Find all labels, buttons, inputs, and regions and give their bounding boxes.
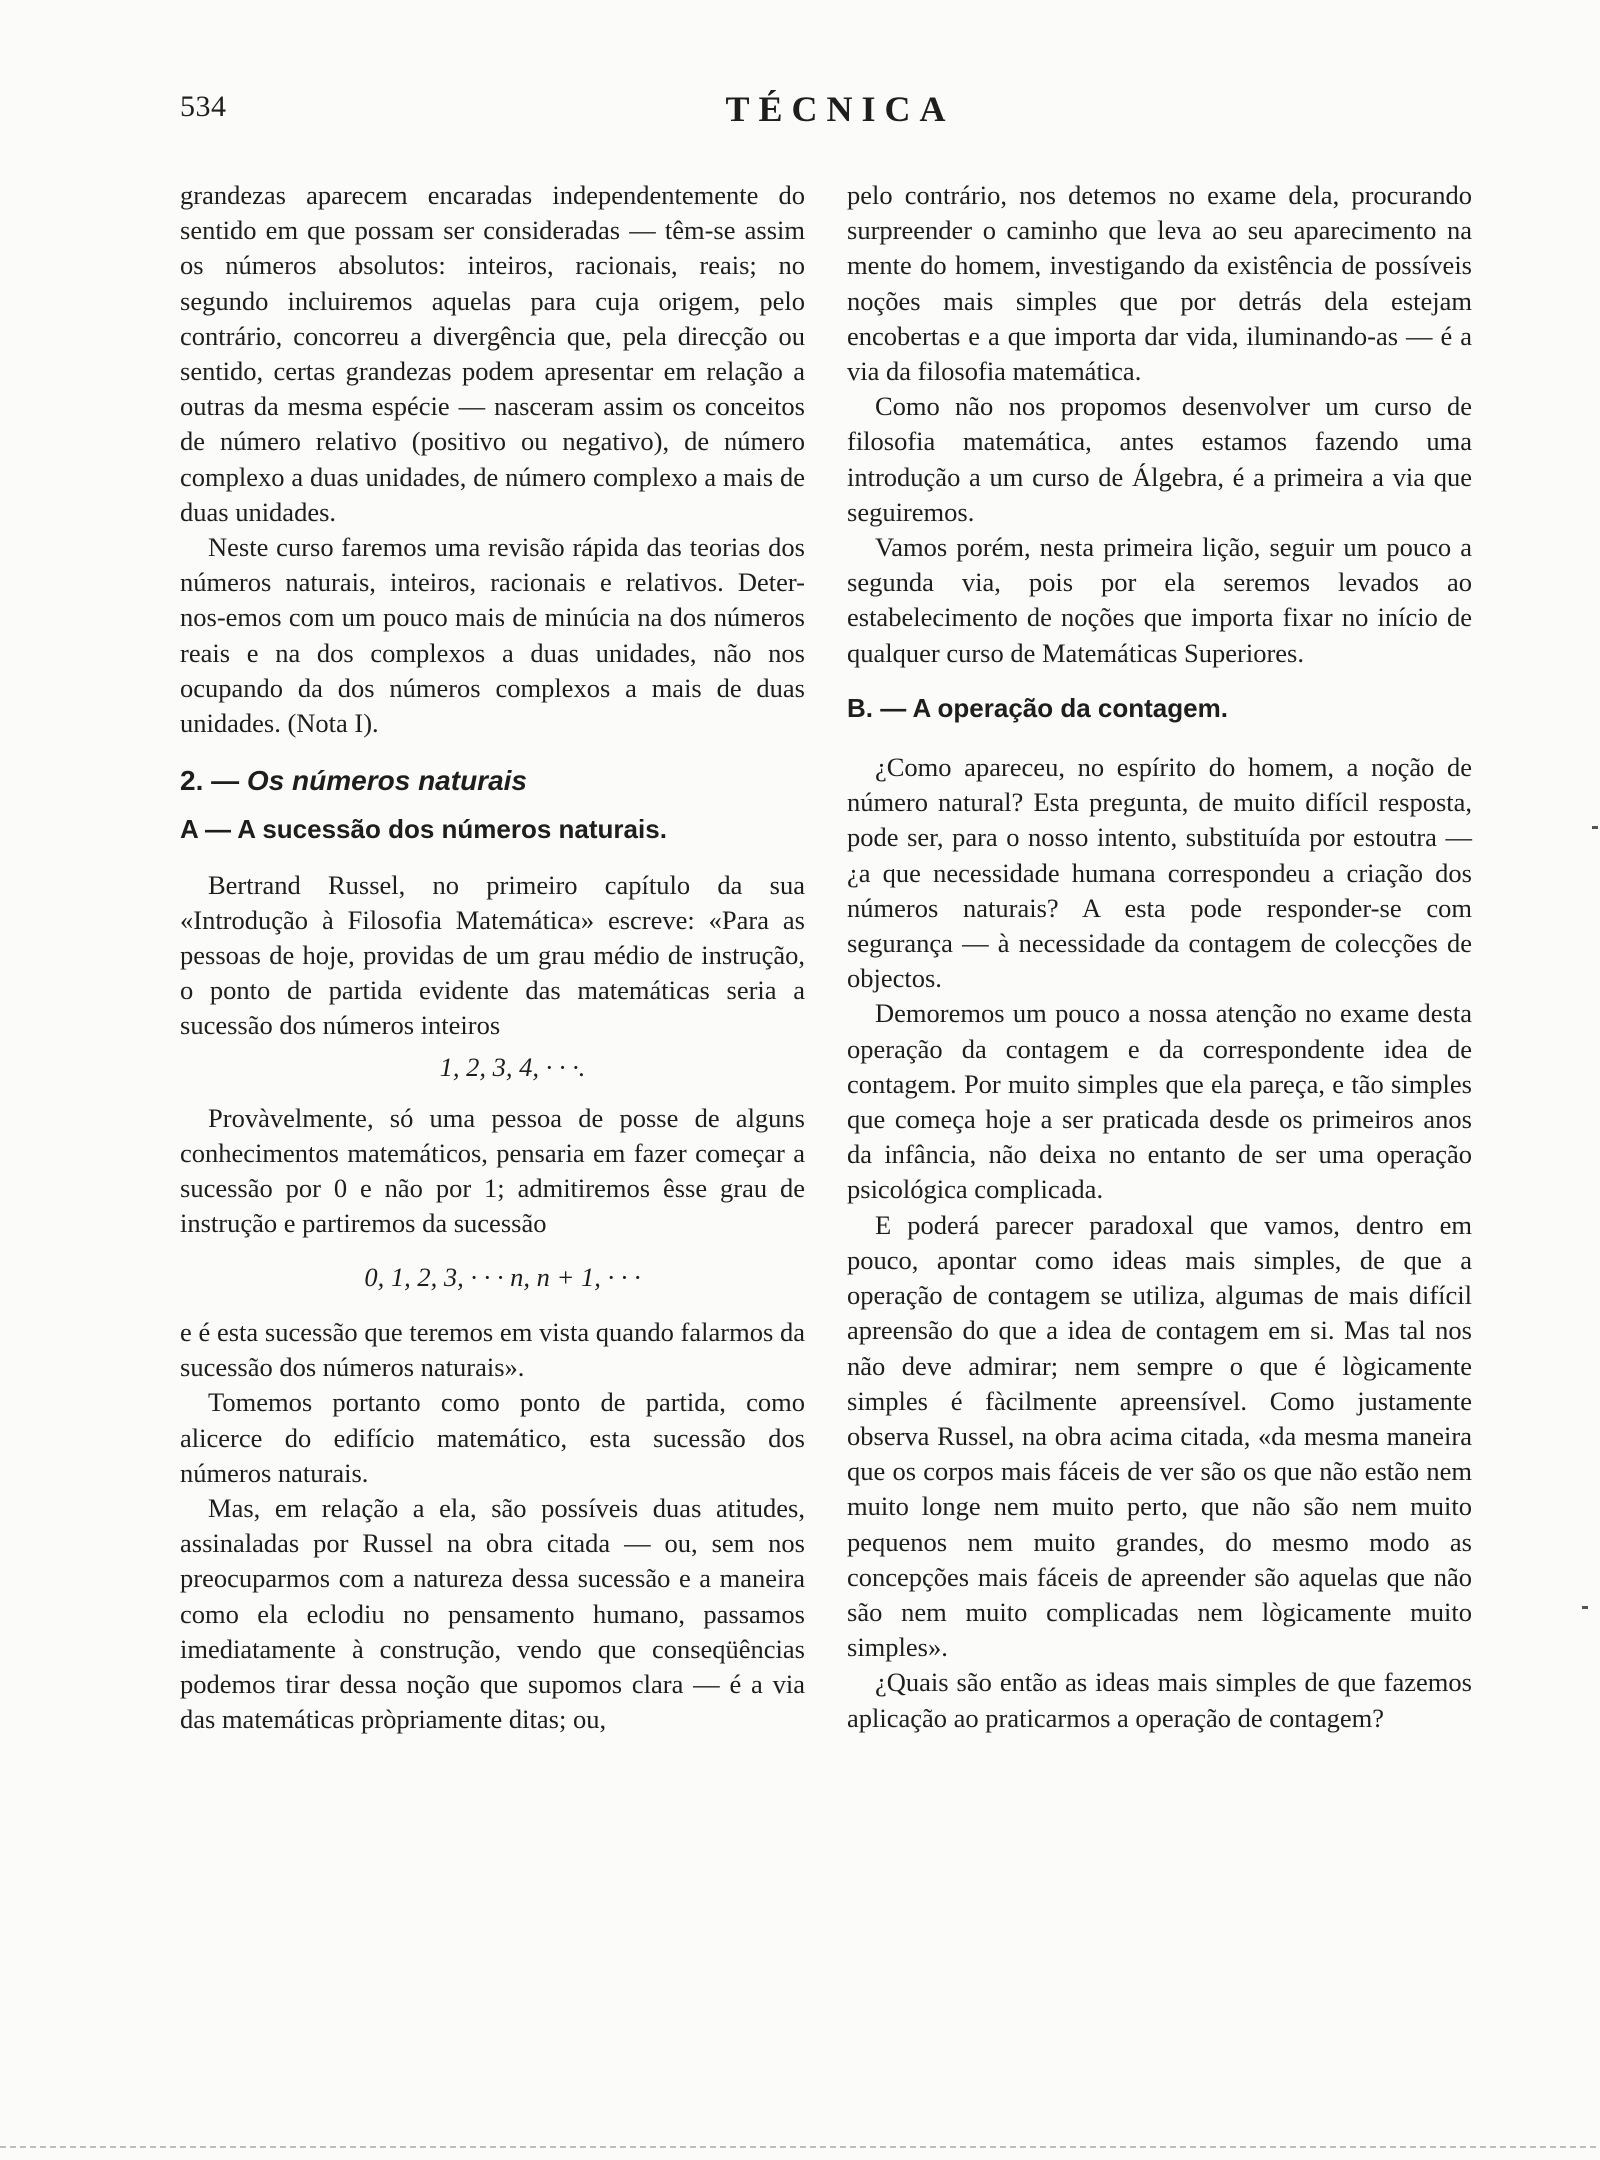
paragraph: Bertrand Russel, no primeiro capítulo da sua «Introdução à Filosofia Matemática» escreve: «Para as pessoas de hoje, providas de um grau médio de instrução, o ponto de partida evidente das matemáticas seria a sucessão dos números inteiros [180, 869, 805, 1041]
paragraph: Como não nos propomos desenvolver um curso de filosofia matemática, antes estamos fazendo uma introdução a um curso de Álgebra, é a primeira a via que seguiremos. [847, 391, 1472, 527]
paragraph: Provàvelmente, só uma pessoa de posse de alguns conhecimentos matemáticos, pensaria em fazer começar a sucessão por 0 e não por 1; admitiremos êsse grau de instrução e partiremos da sucessão [180, 1102, 805, 1239]
paragraph: e é esta sucessão que teremos em vista quando falarmos da sucessão dos números naturais». [180, 1316, 805, 1383]
formula: 0, 1, 2, 3, · · · n, n + 1, · · · [364, 1261, 641, 1292]
running-head: TÉCNICA [725, 89, 955, 129]
subsection-heading: B. — A operação da contagem. [847, 692, 1228, 723]
scan-mark [1582, 1606, 1588, 1609]
paragraph: grandezas aparecem encaradas independentemente do sentido em que possam ser consideradas — têm-se assim os números absolutos: inteiros, racionais, reais; no segundo incluiremos aquelas para cuja origem, pelo contrário, concorreu a divergência que, pela direcção ou sentido, certas grandezas podem apresentar em relação a outras da mesma espécie — nasceram assim os conceitos de número relativo (positivo ou negativo), de número complexo a duas unidades, de número complexo a mais de duas unidades. [180, 180, 805, 527]
paragraph: Demoremos um pouco a nossa atenção no exame desta operação da contagem e da correspondente idea de contagem. Por muito simples que ela pareça, e tão simples que começa hoje a ser praticada desde os primeiros anos da infância, não deixa no entanto de ser uma operação psicológica complicada. [847, 998, 1472, 1205]
paragraph: Mas, em relação a ela, são possíveis duas atitudes, assinaladas por Russel na obra citada — ou, sem nos preocuparmos com a natureza dessa sucessão e a maneira como ela eclodiu no pensamento humano, passamos imediatamente à construção, vendo que conseqüências podemos tirar dessa noção que supomos clara — é a via das matemáticas pròpriamente ditas; ou, [180, 1492, 805, 1735]
left-column [180, 178, 805, 1737]
right-column [847, 178, 1472, 1736]
section-number: 2. — [180, 765, 240, 797]
paragraph: Tomemos portanto como ponto de partida, como alicerce do edifício matemático, esta sucessão dos números naturais. [180, 1387, 805, 1488]
paragraph: pelo contrário, nos detemos no exame dela, procurando surpreender o caminho que leva ao seu aparecimento na mente do homem, investigando da existência de possíveis noções mais simples que por detrás dela estejam encobertas e a que importa dar vida, iluminando-as — é a via da filosofia matemática. [847, 180, 1472, 387]
scan-edge-line [0, 2146, 1600, 2148]
paragraph: ¿Como apareceu, no espírito do homem, a noção de número natural? Esta pregunta, de muito difícil resposta, pode ser, para o nosso intento, substituída por estoutra — ¿a que necessidade humana correspondeu a criação dos números naturais? A esta pode responder-se com segurança — à necessidade da contagem de colecções de objectos. [847, 752, 1472, 994]
paragraph: ¿Quais são então as ideas mais simples de que fazemos aplicação ao praticarmos a operação de contagem? [847, 1667, 1472, 1733]
scan-mark [1592, 826, 1598, 829]
paragraph: Vamos porém, nesta primeira lição, seguir um pouco a segunda via, pois por ela seremos levados ao estabelecimento de noções que importa fixar no início de qualquer curso de Matemáticas Superiores. [847, 532, 1472, 668]
section-heading [180, 763, 805, 798]
paragraph: E poderá parecer paradoxal que vamos, dentro em pouco, apontar como ideas mais simples, de que a operação de contagem se utiliza, algumas de mais difícil apreensão do que a idea de contagem em si. Mas tal nos não deve admirar; nem sempre o que é lògicamente simples é fàcilmente apreensível. Como justamente observa Russel, na obra acima citada, «da mesma maneira que os corpos mais fáceis de ver são os que não estão nem muito longe nem muito perto, que não são nem muito pequenos nem muito grandes, do mesmo modo as concepções mais fáceis de apreender são aquelas que não são nem muito complicadas nem lògicamente muito simples». [847, 1209, 1472, 1663]
page-number: 534 [180, 90, 227, 123]
paragraph: Neste curso faremos uma revisão rápida das teorias dos números naturais, inteiros, racionais e relativos. Deter-nos-emos com um pouco mais de minúcia na dos números reais e na dos complexos a duas unidades, não nos ocupando da dos números complexos a mais de duas unidades. (Nota I). [180, 532, 805, 739]
subsection-heading: A — A sucessão dos números naturais. [180, 814, 667, 845]
section-title: Os números naturais [246, 765, 528, 797]
formula: 1, 2, 3, 4, · · ·. [439, 1051, 586, 1082]
